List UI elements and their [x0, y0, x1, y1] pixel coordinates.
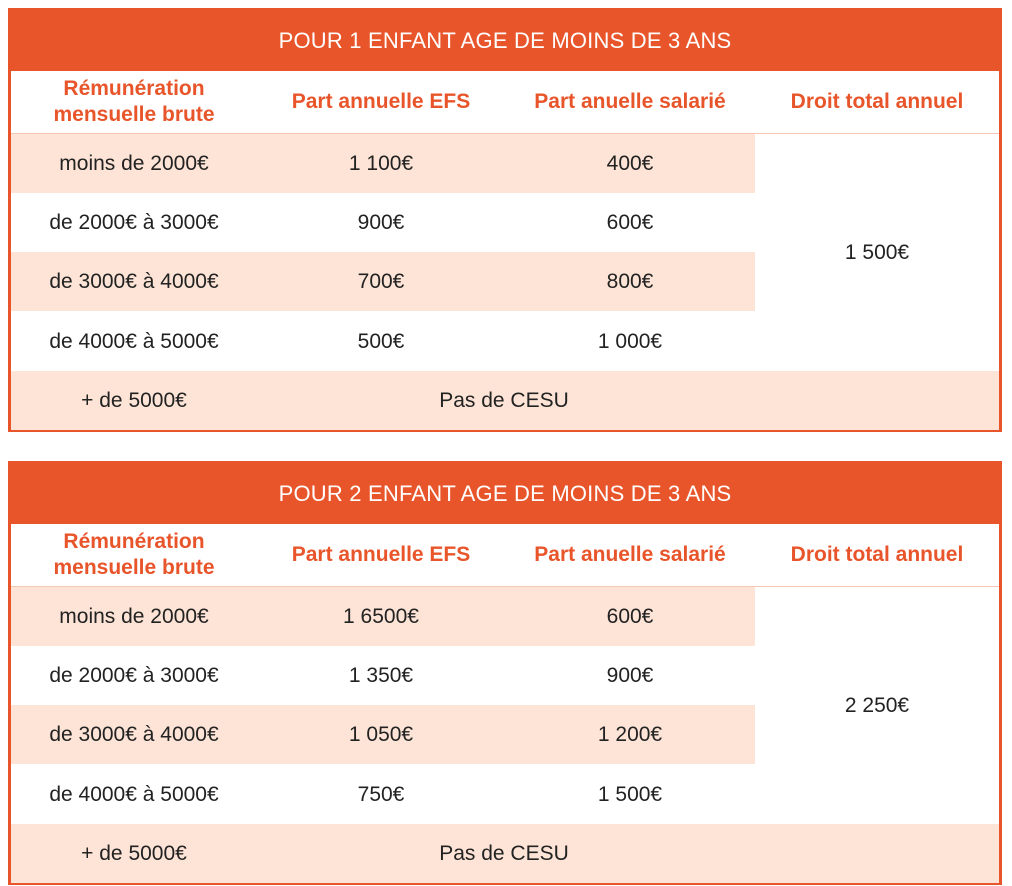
row-remuneration: de 3000€ à 4000€ — [49, 722, 219, 746]
cesu-table-1-child — [8, 8, 1002, 432]
row-part-salarie: 600€ — [606, 210, 654, 234]
header-part-salarie: Part anuelle salarié — [534, 543, 726, 566]
table-row — [11, 312, 755, 371]
row-remuneration: de 3000€ à 4000€ — [49, 269, 219, 293]
table-header-row — [11, 71, 999, 134]
header-remuneration: Rémunération mensuelle brute — [53, 530, 215, 579]
pas-de-cesu-text: Pas de CESU — [439, 841, 569, 865]
row-part-efs: 1 350€ — [348, 663, 414, 687]
cesu-table-2-children — [8, 461, 1002, 885]
row-remuneration: de 4000€ à 5000€ — [49, 782, 219, 806]
header-part-salarie: Part anuelle salarié — [534, 90, 726, 113]
table-title: POUR 1 ENFANT AGE DE MOINS DE 3 ANS — [11, 11, 999, 71]
table-header-row — [11, 524, 999, 587]
row-part-efs: 900€ — [357, 210, 405, 234]
row-part-salarie: 800€ — [606, 269, 654, 293]
row-part-efs: 750€ — [357, 782, 405, 806]
table-row — [11, 646, 755, 705]
table-title: POUR 2 ENFANT AGE DE MOINS DE 3 ANS — [11, 464, 999, 524]
droit-total-value: 1 500€ — [844, 240, 910, 264]
droit-total-value: 2 250€ — [844, 693, 910, 717]
table-body — [11, 587, 999, 883]
row-part-salarie: 1 200€ — [597, 722, 663, 746]
table-row — [11, 705, 755, 764]
table-row-last — [11, 824, 999, 883]
header-droit-total: Droit total annuel — [790, 543, 964, 566]
table-row — [11, 587, 755, 646]
header-remuneration: Rémunération mensuelle brute — [53, 77, 215, 126]
row-part-efs: 500€ — [357, 329, 405, 353]
row-part-salarie: 400€ — [606, 151, 654, 175]
row-part-salarie: 600€ — [606, 604, 654, 628]
table-row — [11, 765, 755, 824]
row-part-efs: 700€ — [357, 269, 405, 293]
header-part-efs: Part annuelle EFS — [291, 90, 471, 113]
row-part-efs: 1 6500€ — [343, 604, 419, 628]
row-remuneration: + de 5000€ — [81, 388, 187, 412]
row-part-salarie: 1 000€ — [597, 329, 663, 353]
table-body — [11, 134, 999, 430]
row-remuneration: moins de 2000€ — [59, 604, 209, 628]
row-remuneration: de 4000€ à 5000€ — [49, 329, 219, 353]
table-row — [11, 134, 755, 193]
header-droit-total: Droit total annuel — [790, 90, 964, 113]
row-remuneration: + de 5000€ — [81, 841, 187, 865]
row-remuneration: moins de 2000€ — [59, 151, 209, 175]
pas-de-cesu-text: Pas de CESU — [439, 388, 569, 412]
table-row — [11, 252, 755, 311]
row-remuneration: de 2000€ à 3000€ — [49, 210, 219, 234]
table-row-last — [11, 371, 999, 430]
row-part-efs: 1 050€ — [348, 722, 414, 746]
row-part-salarie: 900€ — [606, 663, 654, 687]
row-part-efs: 1 100€ — [348, 151, 414, 175]
row-part-salarie: 1 500€ — [597, 782, 663, 806]
table-row — [11, 193, 755, 252]
header-part-efs: Part annuelle EFS — [291, 543, 471, 566]
row-remuneration: de 2000€ à 3000€ — [49, 663, 219, 687]
